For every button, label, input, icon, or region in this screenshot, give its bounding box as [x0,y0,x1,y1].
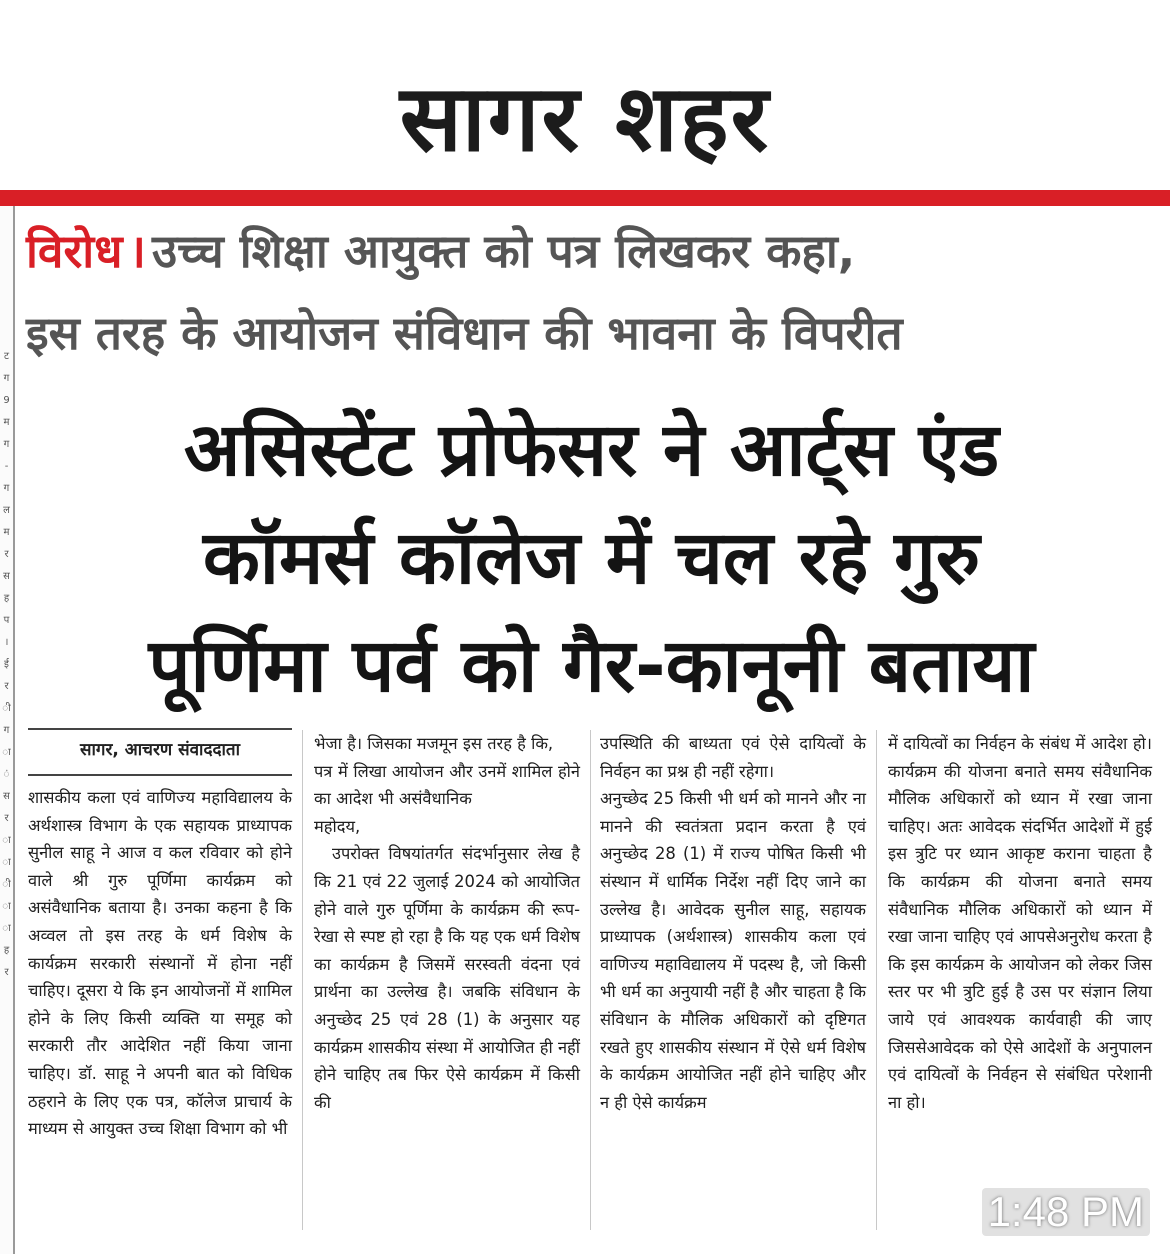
kicker-tag: विरोध [26,224,123,278]
kicker [26,222,1156,362]
headline-line-3: पूर्णिमा पर्व को गैर-कानूनी बताया [148,623,1035,709]
margin-glyph: प [3,615,10,626]
margin-glyph: - [4,461,9,472]
article-paragraph: महोदय, [314,816,361,836]
byline-text: सागर, आचरण संवाददाता [79,740,241,760]
margin-glyph: । [4,637,9,648]
margin-glyph: ं [3,769,10,780]
margin-glyph: ा [2,835,11,846]
margin-glyph: म [3,417,10,428]
margin-glyph: र [4,549,9,560]
margin-glyph: ग [3,483,10,494]
margin-glyph: ा [2,857,11,868]
article-column-3 [600,730,866,1116]
margin-glyph: र [4,681,9,692]
margin-glyph: ा [2,747,11,758]
adjacent-column-fragment [0,206,15,1254]
article-column-1 [28,784,292,1143]
headline [24,396,1159,720]
margin-glyph: ग [3,439,10,450]
article-paragraph: में दायित्वों का निर्वहन के संबंध में आदेश हो। कार्यक्रम की योजना बनाते समय संवैधानिक मौलिक अधिकारों को ध्यान में रखा जाना चाहिए। अतः आवेदक संदर्भित आदेशों में हुई इस त्रुटि पर ध्यान आकृष्ट कराना चाहता है कि कार्यक्रम की योजना बनाते समय संवैधानिक मौलिक अधिकारों को ध्यान में रखा जाना चाहिए एवं आपसेअनुरोध करता है कि इस कार्यक्रम के आयोजन को लेकर जिस स्तर पर भी त्रुटि हुई है उस पर संज्ञान लिया जाये एवं आवश्यक कार्यवाही की जाए जिससेआवेदक को ऐसे आदेशों के अनुपालन एवं दायित्वों के निर्वहन से संबंधित परेशानी ना हो। [888,734,1152,1112]
margin-glyph: ई [4,659,9,670]
kicker-line-1: उच्च शिक्षा आयुक्त को पत्र लिखकर कहा, [151,224,856,278]
column-divider [876,730,877,1230]
margin-glyph: ग [3,373,10,384]
article-paragraph: भेजा है। जिसका मजमून इस तरह है कि, [314,734,554,753]
byline [28,728,292,776]
margin-glyph: ट [3,351,10,362]
margin-glyph: र [4,813,9,824]
kicker-line-2: इस तरह के आयोजन संविधान की भावना के विपरीत [26,306,903,360]
kicker-separator: । [128,224,146,278]
status-bar-time: 1:48 PM [982,1188,1150,1236]
article-paragraph: उपरोक्त विषयांतर्गत संदर्भानुसार लेख है कि 21 एवं 22 जुलाई 2024 को आयोजित होने वाले गुरु पूर्णिमा के कार्यक्रम की रूप-रेखा से स्पष्ट हो रहा है कि यह एक धर्म विशेष का कार्यक्रम है जिसमें सरस्वती वंदना एवं प्रार्थना का उल्लेख है। जबकि संविधान के अनुच्छेद 25 एवं 28 (1) के अनुसार यह कार्यक्रम शासकीय संस्था में आयोजित ही नहीं होने चाहिए तब फिर ऐसे कार्यक्रम में किसी की [314,844,580,1112]
margin-glyph: ा [2,901,11,912]
article-paragraph: अनुच्छेद 25 किसी भी धर्म को मानने और ना मानने की स्वतंत्रता प्रदान करता है एवं अनुच्छेद 28 (1) में राज्य पोषित किसी भी संस्थान में धार्मिक निर्देश नहीं दिए जाने का उल्लेख है। आवेदक सुनील साहू, सहायक प्राध्यापक (अर्थशास्त्र) शासकीय कला एवं वाणिज्य महाविद्यालय में पदस्थ है, जो किसी भी धर्म का अनुयायी नहीं है और चाहता है कि संविधान के मौलिक अधिकारों को दृष्टिगत रखते हुए शासकीय संस्थान में ऐसे धर्म विशेष के कार्यक्रम आयोजित नहीं होने चाहिए और न ही ऐसे कार्यक्रम [600,789,866,1112]
red-divider [0,190,1170,206]
article-paragraph: शासकीय कला एवं वाणिज्य महाविद्यालय के अर्थशास्त्र विभाग के एक सहायक प्राध्यापक सुनील साहू ने आज व कल रविवार को होने वाले श्री गुरु पूर्णिमा कार्यक्रम को असंवैधानिक बताया है। उनका कहना है कि अव्वल तो इस तरह के धर्म विशेष के कार्यक्रम सरकारी संस्थानों में होना नहीं चाहिए। दूसरा ये कि इन आयोजनों में शामिल होने के लिए किसी व्यक्ति या समूह को सरकारी तौर आदेशित नहीं किया जाना चाहिए। डॉ. साहू ने अपनी बात को विधिक ठहराने के लिए एक पत्र, कॉलेज प्राचार्य के माध्यम से आयुक्त उच्च शिक्षा विभाग को भी [28,788,292,1139]
headline-line-1: असिस्टेंट प्रोफेसर ने आर्ट्स एंड [183,407,1000,493]
margin-glyph: 9 [3,395,10,406]
margin-glyph: र [4,967,9,978]
margin-glyph: ा [2,923,11,934]
column-divider [302,730,303,1230]
article-column-2 [314,730,580,1116]
article-column-4 [888,730,1152,1116]
article-paragraph: उपस्थिति की बाध्यता एवं ऐसे दायित्वों के निर्वहन का प्रश्न ही नहीं रहेगा। [600,734,866,781]
article-paragraph: पत्र में लिखा आयोजन और उनमें शामिल होने का आदेश भी असंवैधानिक [314,761,580,809]
margin-glyph: ी [2,879,11,890]
headline-line-2: कॉमर्स कॉलेज में चल रहे गुरु [202,515,981,601]
margin-glyph: स [3,571,10,582]
margin-glyph: ी [2,703,11,714]
margin-glyph: ग [3,725,10,736]
margin-glyph: ल [3,505,10,516]
column-divider [590,730,591,1230]
margin-glyph: स [3,791,10,802]
margin-glyph: ह [3,593,10,604]
margin-glyph: म [3,527,10,538]
section-title: सागर शहर [399,65,771,172]
margin-glyph: ह [3,945,10,956]
